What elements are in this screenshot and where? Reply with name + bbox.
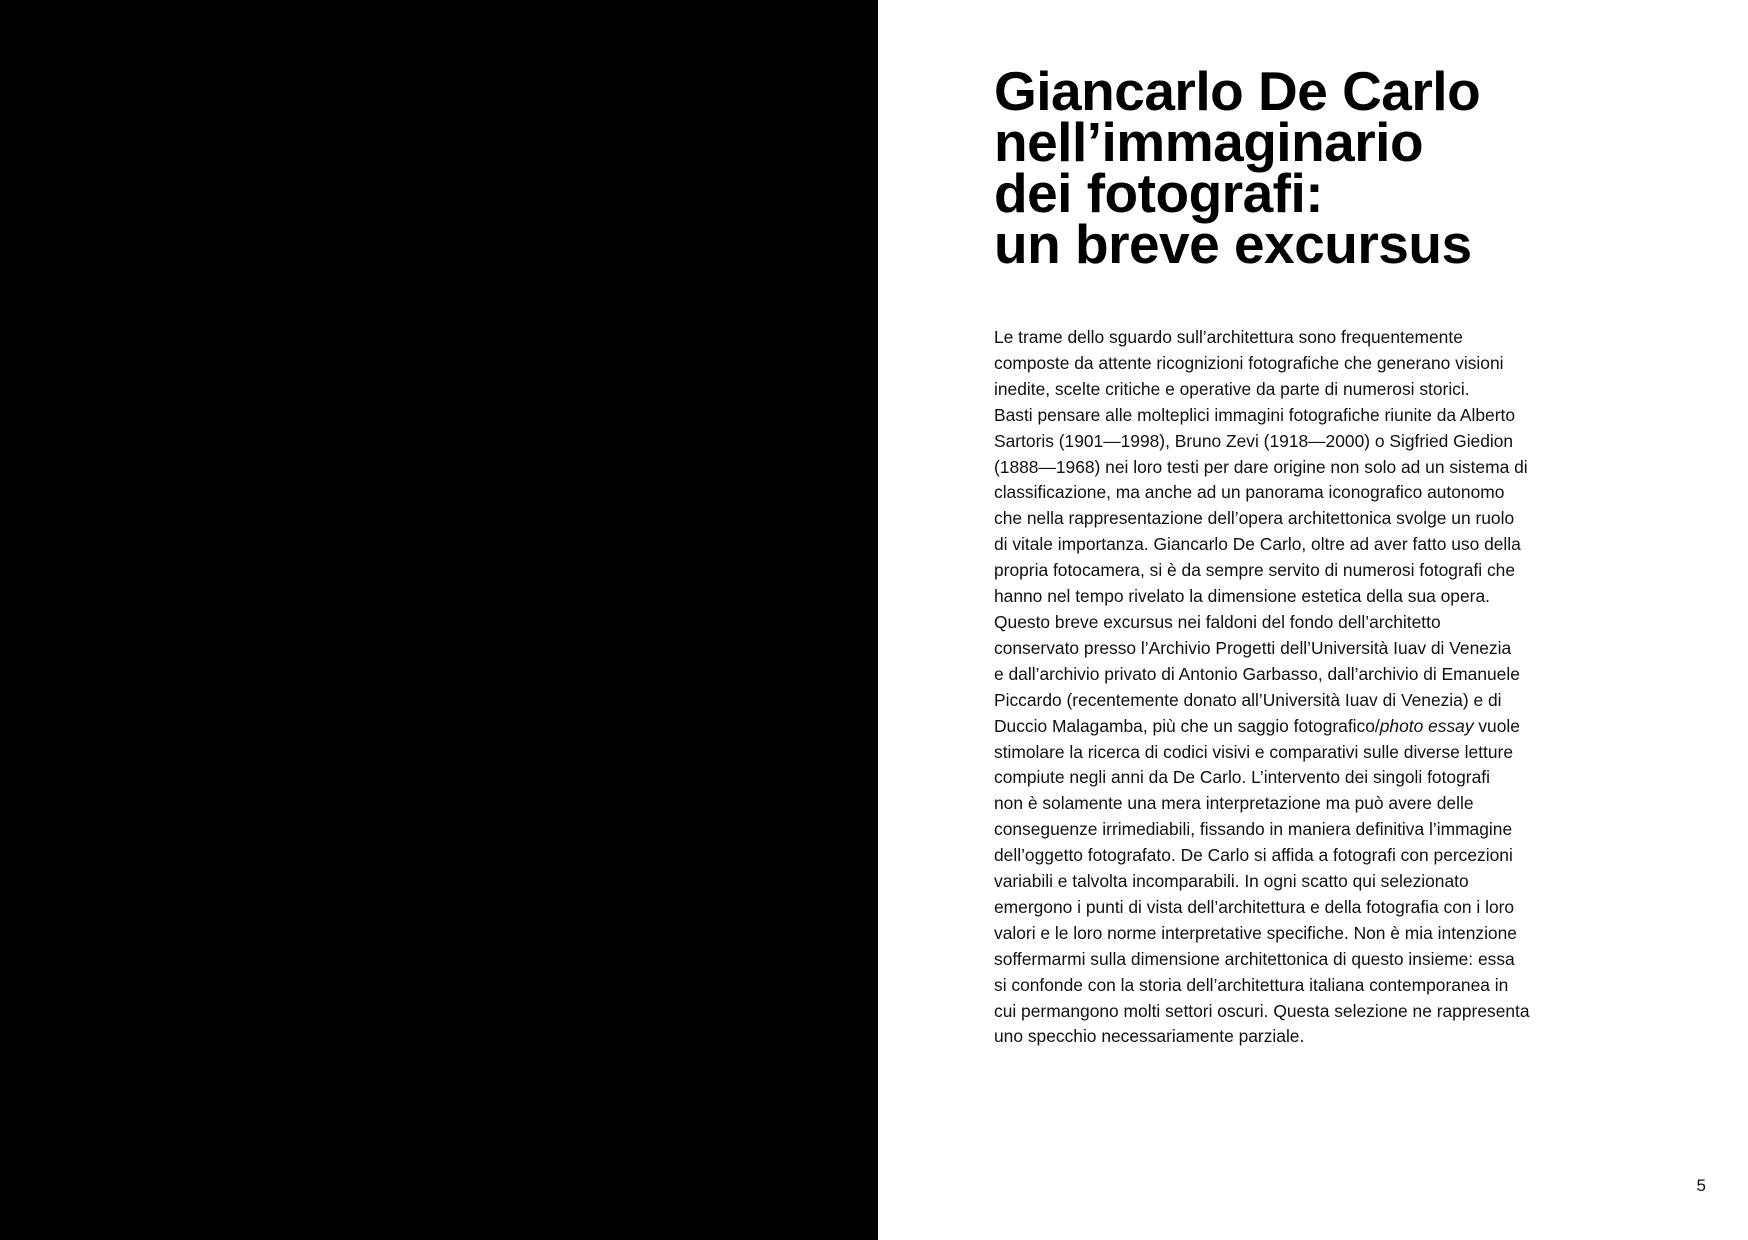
body-line: Le trame dello sguardo sull’architettura sono frequentemente [994,327,1463,347]
body-line: inedite, scelte critiche e operative da parte di numerosi storici. [994,378,1470,399]
body-line: valori e le loro norme interpretative specifiche. Non è mia intenzione [994,922,1517,943]
body-line: classificazione, ma anche ad un panorama iconografico autonomo [994,482,1505,503]
italic-phrase: photo essay [1379,715,1474,736]
body-line: hanno nel tempo rivelato la dimensione estetica della sua opera. [994,586,1490,607]
title-line: Giancarlo De Carlo [994,60,1481,122]
title-line: nell’immaginario [994,111,1424,173]
body-line: soffermarmi sulla dimensione architettonica di questo insieme: essa [994,948,1515,969]
italic-line-after: vuole [1473,715,1520,736]
body-line: compiute negli anni da De Carlo. L’intervento dei singoli fotografi [994,767,1490,788]
body-line: e dall’archivio privato di Antonio Garbasso, dall’archivio di Emanuele [994,663,1520,684]
body-line: Questo breve excursus nei faldoni del fondo dell’architetto [994,611,1441,632]
page-number: 5 [1696,1176,1706,1195]
body-line: conservato presso l’Archivio Progetti dell’Università Iuav di Venezia [994,637,1512,658]
italic-line-before: Duccio Malagamba, più che un saggio fotografico/ [994,715,1380,736]
body-line: conseguenze irrimediabili, fissando in maniera definitiva l’immagine [994,819,1513,840]
body-line: variabili e talvolta incomparabili. In ogni scatto qui selezionato [994,871,1469,892]
body-line: propria fotocamera, si è da sempre servito di numerosi fotografi che [994,560,1515,581]
body-line: cui permangono molti settori oscuri. Questa selezione ne rappresenta [994,1000,1530,1021]
body-line: che nella rappresentazione dell’opera architettonica svolge un ruolo [994,508,1515,529]
body-line: emergono i punti di vista dell’architettura e della fotografia con i loro [994,896,1515,917]
body-line: composte da attente ricognizioni fotografiche che generano visioni [994,352,1504,373]
body-line: di vitale importanza. Giancarlo De Carlo, oltre ad aver fatto uso della [994,534,1521,555]
body-line: stimolare la ricerca di codici visivi e comparativi sulle diverse letture [994,741,1514,762]
body-line: non è solamente una mera interpretazione ma può avere delle [994,793,1474,814]
page-title [994,60,1634,275]
body-line-with-italic [994,714,1574,740]
body-line: dell’oggetto fotografato. De Carlo si affida a fotografi con percezioni [994,845,1513,866]
body-line: (1888—1968) nei loro testi per dare origine non solo ad un sistema di [994,456,1528,477]
body-line: si confonde con la storia dell’architettura italiana contemporanea in [994,974,1509,995]
title-line: un breve excursus [994,213,1472,275]
body-paragraph [994,325,1574,1050]
body-line: Sartoris (1901—1998), Bruno Zevi (1918—2000) o Sigfried Giedion [994,430,1514,451]
right-text-page [878,0,1748,1240]
body-line: uno specchio necessariamente parziale. [994,1026,1305,1047]
body-line: Basti pensare alle molteplici immagini fotografiche riunite da Alberto [994,404,1516,425]
title-line: dei fotografi: [994,162,1324,224]
body-line: Piccardo (recentemente donato all’Università Iuav di Venezia) e di [994,689,1502,710]
